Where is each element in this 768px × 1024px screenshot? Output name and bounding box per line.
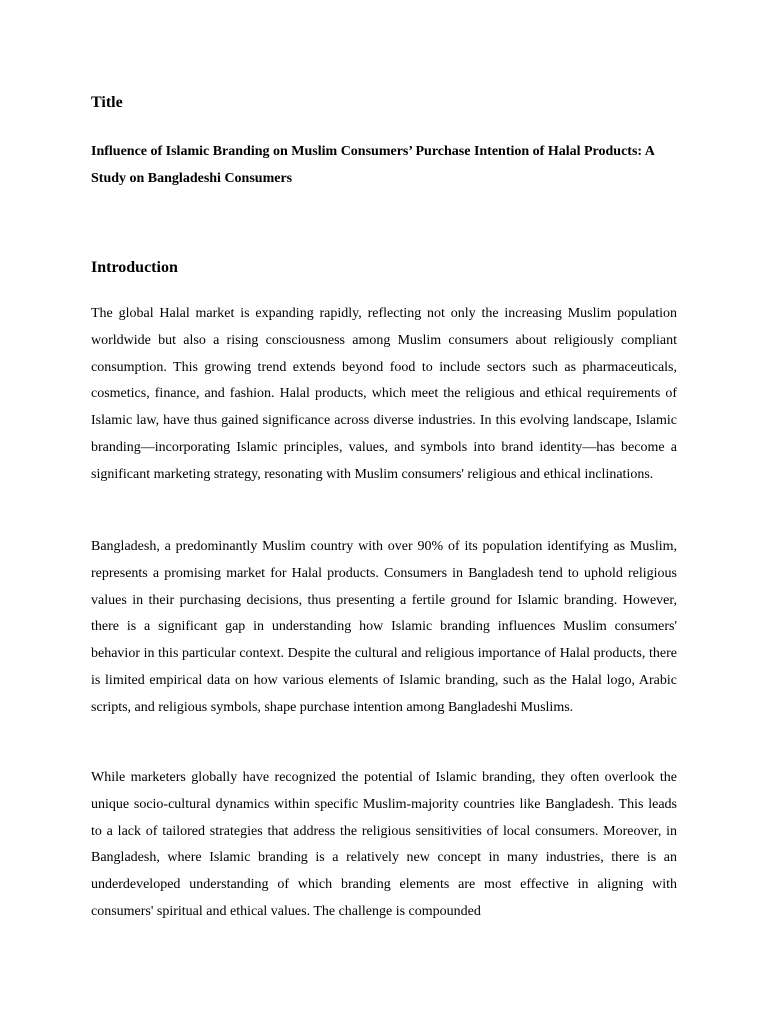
paragraph-2: Bangladesh, a predominantly Muslim country with over 90% of its population identifying as Muslim, represents a promising market for Halal products. Consumers in Bangladesh tend to uphold religious values in their purchasing decisions, thus presenting a fertile ground for Islamic branding. However, there is a significant gap in understanding how Islamic branding influences Muslim consumers' behavior in this particular context. Despite the cultural and religious importance of Halal products, there is limited empirical data on how various elements of Islamic branding, such as the Halal logo, Arabic scripts, and religious symbols, shape purchase intention among Bangladeshi Muslims. (91, 539, 677, 715)
paragraph-3-container (91, 765, 677, 929)
paragraph-1: The global Halal market is expanding rapidly, reflecting not only the increasing Muslim population worldwide but also a rising consciousness among Muslim consumers about religiously compliant consumption. This growing trend extends beyond food to include sectors such as pharmaceuticals, cosmetics, finance, and fashion. Halal products, which meet the religious and ethical requirements of Islamic law, have thus gained significance across diverse industries. In this evolving landscape, Islamic branding—incorporating Islamic principles, values, and symbols into brand identity—has become a significant marketing strategy, resonating with Muslim consumers' religious and ethical inclinations. (91, 306, 677, 482)
introduction-heading: Introduction (91, 259, 178, 276)
paragraph-3: While marketers globally have recognized the potential of Islamic branding, they often overlook the unique socio-cultural dynamics within specific Muslim-majority countries like Bangladesh. This leads to a lack of tailored strategies that address the religious sensitivities of local consumers. Moreover, in Bangladesh, where Islamic branding is a relatively new concept in many industries, there is an underdeveloped understanding of which branding elements are most effective in aligning with consumers' spiritual and ethical values. The challenge is compounded (91, 770, 677, 919)
paper-title: Influence of Islamic Branding on Muslim Consumers’ Purchase Intention of Halal Products: A Study on Bangladeshi Consumers (91, 144, 655, 186)
title-label: Title (91, 94, 123, 111)
